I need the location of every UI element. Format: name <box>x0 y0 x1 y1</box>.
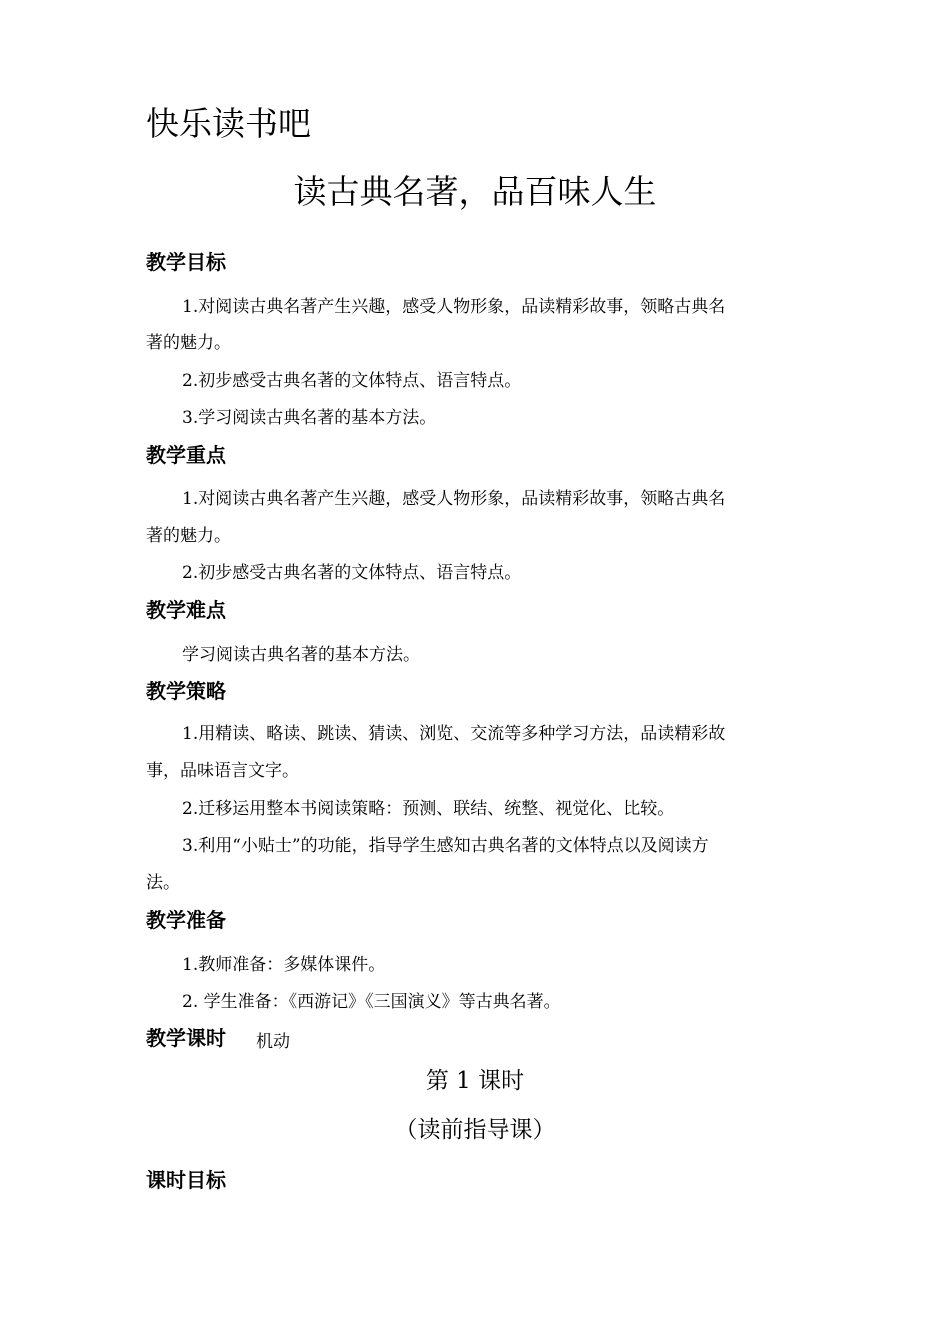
strategies-line-4: 3.利用“小贴士”的功能，指导学生感知古典名著的文体特点以及阅读方 <box>182 836 709 856</box>
lesson-title: 第 1 课时 <box>425 1068 525 1094</box>
strategies-line-1: 1.用精读、略读、跳读、猜读、浏览、交流等多种学习方法，品读精彩故 <box>182 724 726 744</box>
unit-title: 快乐读书吧 <box>146 104 311 143</box>
key-points-line-1: 1.对阅读古典名著产生兴趣，感受人物形象，品读精彩故事，领略古典名 <box>182 489 726 509</box>
lesson-subtitle: （读前指导课） <box>394 1117 556 1143</box>
strategies-line-3: 2.迁移运用整本书阅读策略：预测、联结、统整、视觉化、比较。 <box>182 799 675 819</box>
objectives-line-2: 著的魅力。 <box>146 333 231 353</box>
difficulties-line-1: 学习阅读古典名著的基本方法。 <box>182 645 420 665</box>
section-heading-strategies: 教学策略 <box>146 679 226 703</box>
section-heading-difficulties: 教学难点 <box>146 598 226 622</box>
preparation-line-1: 1.教师准备：多媒体课件。 <box>182 955 386 975</box>
section-heading-preparation: 教学准备 <box>146 908 226 932</box>
key-points-line-3: 2.初步感受古典名著的文体特点、语言特点。 <box>182 563 522 583</box>
preparation-line-2: 2. 学生准备：《西游记》《三国演义》等古典名著。 <box>182 992 561 1012</box>
objectives-line-1: 1.对阅读古典名著产生兴趣，感受人物形象，品读精彩故事，领略古典名 <box>182 297 726 317</box>
strategies-line-5: 法。 <box>146 873 180 893</box>
section-heading-lesson-objectives: 课时目标 <box>146 1168 226 1192</box>
section-heading-key-points: 教学重点 <box>146 443 226 467</box>
periods-value: 机动 <box>256 1032 290 1052</box>
section-heading-objectives: 教学目标 <box>146 250 226 274</box>
key-points-line-2: 著的魅力。 <box>146 526 231 546</box>
strategies-line-2: 事，品味语言文字。 <box>146 761 299 781</box>
objectives-line-4: 3.学习阅读古典名著的基本方法。 <box>182 408 437 428</box>
section-heading-periods: 教学课时 <box>146 1026 226 1050</box>
page-title: 读古典名著，品百味人生 <box>293 172 657 211</box>
objectives-line-3: 2.初步感受古典名著的文体特点、语言特点。 <box>182 371 522 391</box>
